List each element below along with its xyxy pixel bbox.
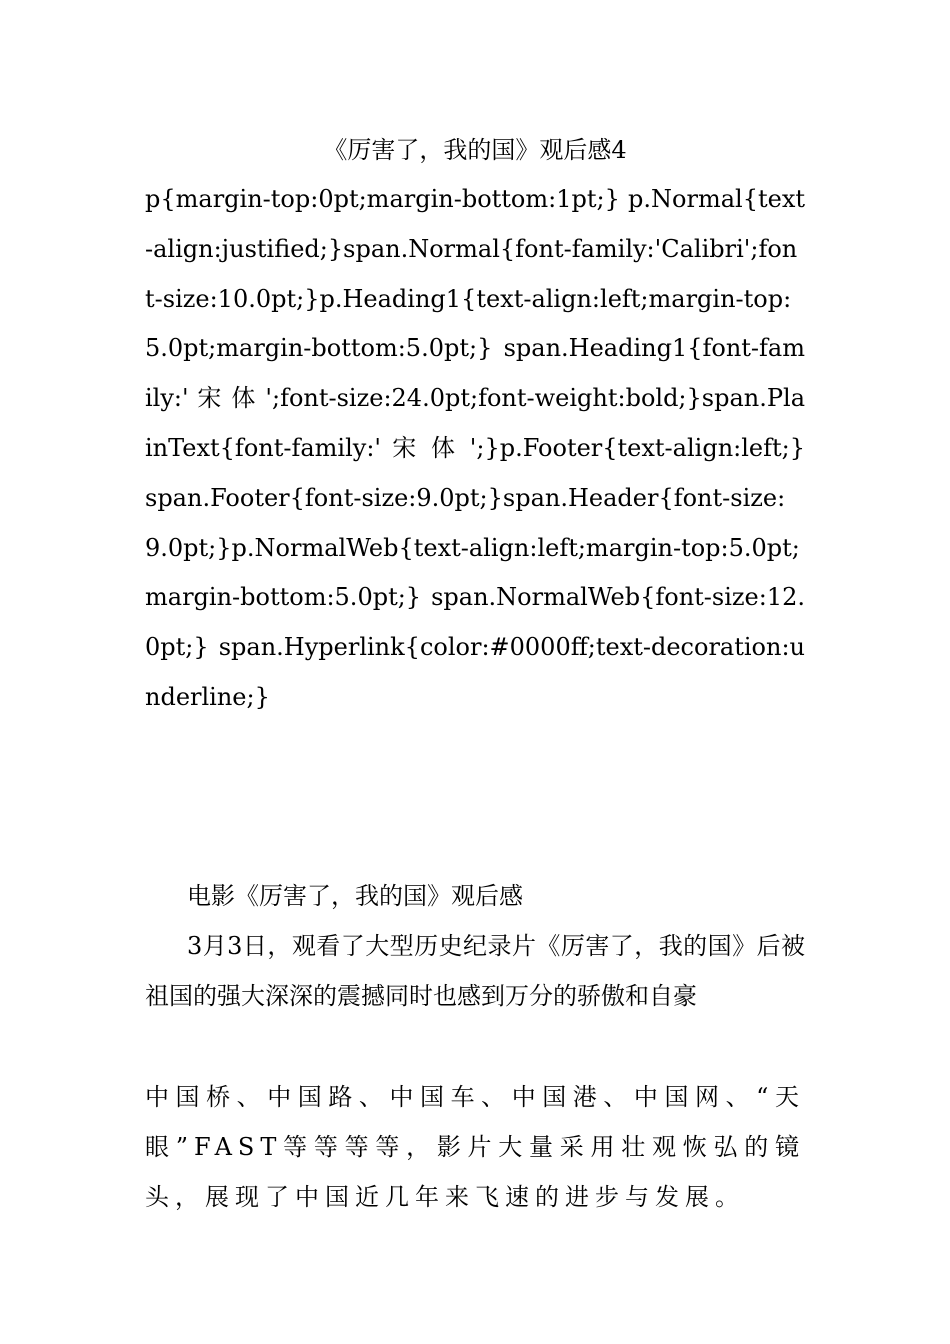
- paragraph-intro: 3月3日，观看了大型历史纪录片《厉害了，我的国》后被祖国的强大深深的震撼同时也感到万分的骄傲和自豪: [145, 932, 805, 1010]
- paragraph-subtitle: 电影《厉害了，我的国》观后感: [187, 882, 523, 910]
- document-title: 《厉害了，我的国》观后感4: [323, 136, 627, 164]
- stylesheet-text: p{margin-top:0pt;margin-bottom:1pt;} p.Normal{text-align:justified;}span.Normal{font-family:'Calibri';font-size:10.0pt;}p.Heading1{text-align:left;margin-top:5.0pt;margin-bottom:5.0pt;} span.Heading1{font-family:' 宋 体 ';font-size:24.0pt;font-weight:bold;}span.PlainText{font-family:' 宋 体 ';}p.Footer{text-align:left;} span.Footer{font-size:9.0pt;}span.Header{font-size:9.0pt;}p.NormalWeb{text-align:left;margin-top:5.0pt;margin-bottom:5.0pt;} span.NormalWeb{font-size:12.0pt;} span.Hyperlink{color:#0000ff;text-decoration:underline;}: [145, 185, 805, 711]
- paragraph-highlights: 中国桥、中国路、中国车、中国港、中国网、“天眼”FAST等等等等，影片大量采用壮观恢弘的镜头，展现了中国近几年来飞速的进步与发展。: [145, 1083, 805, 1211]
